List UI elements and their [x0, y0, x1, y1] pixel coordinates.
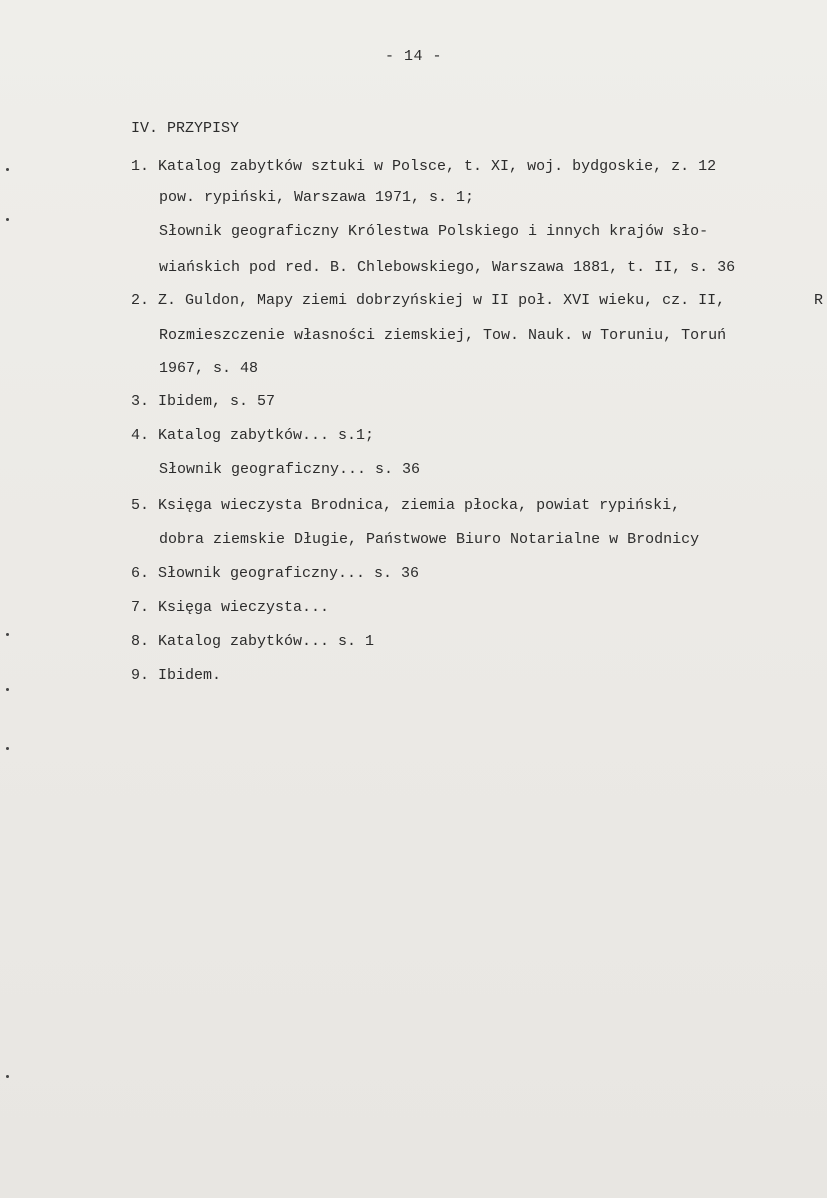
binding-hole-mark [6, 747, 9, 750]
footnote-2-line-2: Rozmieszczenie własności ziemskiej, Tow. Nauk. w Toruniu, Toruń [159, 327, 727, 344]
footnote-2-line-3: 1967, s. 48 [159, 360, 259, 377]
binding-hole-mark [6, 688, 9, 691]
footnote-1-line-3: Słownik geograficzny Królestwa Polskiego i innych krajów sło- [159, 223, 709, 240]
binding-hole-mark [6, 1075, 9, 1078]
binding-hole-mark [6, 633, 9, 636]
footnote-7: 7. Księga wieczysta... [131, 599, 330, 616]
footnote-1-line-1: 1. Katalog zabytków sztuki w Polsce, t. XI, woj. bydgoskie, z. 12 [131, 158, 717, 175]
binding-hole-mark [6, 218, 9, 221]
footnote-5-line-2: dobra ziemskie Długie, Państwowe Biuro Notarialne w Brodnicy [159, 531, 700, 548]
footnote-6: 6. Słownik geograficzny... s. 36 [131, 565, 420, 582]
footnote-4-line-1: 4. Katalog zabytków... s.1; [131, 427, 375, 444]
footnote-9: 9. Ibidem. [131, 667, 222, 684]
footnote-5-line-1: 5. Księga wieczysta Brodnica, ziemia płocka, powiat rypiński, [131, 497, 681, 514]
page-number: - 14 - [384, 48, 442, 65]
footnote-1-line-2: pow. rypiński, Warszawa 1971, s. 1; [159, 189, 475, 206]
section-title: IV. PRZYPISY [131, 120, 240, 137]
footnote-2-line-1: 2. Z. Guldon, Mapy ziemi dobrzyńskiej w II poł. XVI wieku, cz. II, [131, 292, 726, 309]
footnote-4-line-2: Słownik geograficzny... s. 36 [159, 461, 421, 478]
footnote-3: 3. Ibidem, s. 57 [131, 393, 276, 410]
binding-hole-mark [6, 168, 9, 171]
footnote-8: 8. Katalog zabytków... s. 1 [131, 633, 375, 650]
cut-off-edge-letter: R [814, 292, 824, 309]
footnote-1-line-4: wiańskich pod red. B. Chlebowskiego, Warszawa 1881, t. II, s. 36 [159, 259, 736, 276]
